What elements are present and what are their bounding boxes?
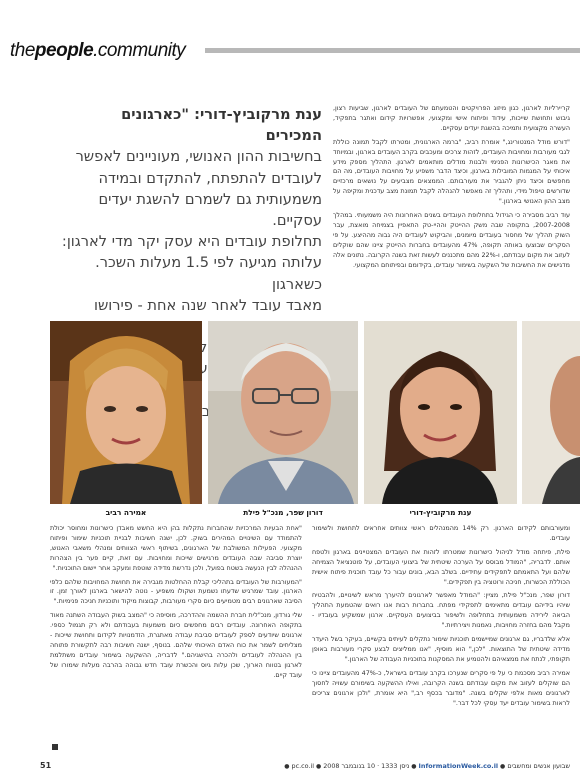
pull-quote-line: עלותה מגיעה לפי 1.5 מעלות השכר. כשארגון (95, 254, 322, 293)
right-column-bottom (312, 524, 570, 752)
paragraph: ומעורבותם לקידום הארגון. רק 14% מהמנהלים ראשי צוותים אחראים לתחושת ולשימור עובדים. (312, 524, 570, 542)
paragraph: אלא שלדבריו, גם ארגונים שמיישמים תוכניות שימור נתקלים לעיתים בקשיים, בעיקר בשל היעדר מדידה שיטתית של התוצאות. "לכן," הוא מוסיף, "אנו ממליצים לבצע סקרי מעורבות באופן תקופתי, לנתח את ממצאיהם ולהטמיע את המסקנות בתוכניות העבודה של הארגון." (312, 635, 570, 663)
brand-the: the (10, 40, 35, 61)
pull-quote (60, 104, 322, 357)
photo-anat-markovich-dori (364, 321, 517, 504)
pull-quote-lead: ענת מרקוביץ-דורי: "כארגונים המכירים (121, 106, 322, 145)
footer-site-pc[interactable]: pc.co.il (291, 762, 315, 770)
end-of-article-mark (52, 744, 58, 750)
left-column-bottom (50, 524, 302, 752)
header-rule (205, 48, 580, 53)
paragraph: שלי גורדון, מנכ"לית חברת ההשמה וההדרכה, מוסיפה כי "המצב בשוק העבודה השתנה מאוד בתקופה האחרונה. עובדים רבים מחפשים כיום משמעות בעבודתם ולא רק תגמול כספי. ארגונים שיודעים לספק לעובדים סביבת עבודה מאתגרת, הזדמנויות לקידום ותחושת שייכות - מצליחים לשמר את כוח האדם האיכותי שלהם. בנוסף, ישנה חשיבות רבה לתקשורת פתוחה בין ההנהלה לעובדים ולהכרה בהישגיהם." לדבריה, ההשקעה בשימור עובדים משתלמת לארגון בטווח הארוך, שכן עלות גיוס והכשרת עובד חדש גבוהה בהרבה מעלות שימורו של עובד קיים. (50, 611, 302, 679)
pull-quote-line: תחלופת עובדים היא עסק יקר מדי לארגון: (61, 233, 322, 251)
photo-doron-shefer (208, 321, 358, 504)
pull-quote-line: לעובדים להתפתח, להתקדם ובמידה (98, 169, 322, 187)
pull-quote-line: בחשיבות ההון האנושי, מעוניינים לאפשר (75, 148, 322, 166)
footer-date: ניסן 1333 · 10 בנובמבר 2008 (323, 762, 410, 770)
brand-people: people (34, 40, 94, 61)
paragraph: "דורש מודל המנטורינג," אומרת רביב, "ברמה הארגונית, ומטרתו לקבל תמונה כוללת לגבי מעורבות ומחויבות העובדים, לזהות צרכים ומעכבים בקרב העובדים בארגון, ובמיוחד את מאגר הכישרונות הפנימי ולבנות מודלים מותאמים לארגון. התהליך מספק מידע איכותי על המגמות המובילות בארגון, וכיצד הדבר משפיע על מחויבות העובדים, מה הם מחפשים וכיצד ניתן להגביר את מעורבותם. הממצאים מצביעים על נושאים מרכזיים שדורשים טיפול מידי, ותהליך זה מאפשר להנהלה לקבל תמונת מצב עדכנית ומקיפה על מצב ההון האנושי בארגון." (333, 137, 570, 206)
paragraph: אמירה רביב מסכמת כי על פי סקרים שנערכו בקרב עובדים בישראל, כ-47% מהעובדים ציינו כי הם שוקלים לעזוב את מקום עבודתם בשנה הקרובה, ואילו ההשקעה בשימורם עשויה לחסוך לארגונים מאות אלפי שקלים בשנה. "מדובר בכסף רב," היא אומרת, "ולכן ארגונים צריכים לראות בשימור עובדים יעד עסקי לכל דבר." (312, 668, 570, 707)
footer-separator: ● (284, 763, 290, 770)
caption-amira-raviv: אמירה רביב (105, 508, 147, 517)
photo-partial-edge (522, 321, 580, 504)
pull-quote-line: משמעותית גם לשמרם להשגת יעדים עסקיים. (98, 190, 322, 230)
pull-quote-line: מאבד עובד לאחר שנה אחת - פירושו (93, 296, 322, 314)
footer-site-informationweek[interactable]: InformationWeek.co.il (418, 762, 499, 770)
caption-anat-markovich-dori: ענת מרקוביץ-דורי (409, 508, 472, 517)
paragraph: עוד רביב מסבירה כי הגידול בתחלופת העובדים בשנים האחרונות היה משמעותי. במהלך 2007-2008, בתקופה שבה משק ההייטק וההיי-טק התאפיין בצמיחה מואצת, עבר השוק תהליך של מחסור בעובדים מיומנים, והביקוש לעובדים היה גבוה מההיצע. על פי הסקרים שבוצעו באותה תקופה, 47% מהעובדים בחברות ההייטק ציינו שהם שוקלים לעזוב את מקום עבודתם, ו-22% מהם מתכננים לעשות זאת בשנה הקרובה. נתונים אלה מדגישים את החשיבות של השקעה בשימור עובדים, בקידומם ובפיתוחם המקצועי. (333, 211, 570, 269)
paragraph: "המעורבות של העובדים בתהליכי קבלת ההחלטות מגבירה את תחושת המחויבות שלהם כלפי הארגון. עובד שמרגיש שדעתו נשמעת ושקולו משפיע - נוטה להישאר בארגון לאורך זמן. זו הסיבה שארגונים רבים מטמיעים כיום סקרי מעורבות, קבוצות מיקוד ותוכניות חניכה פנימיות." (50, 577, 302, 606)
paragraph: קריירליות לארגון, כגון מיזוג הפרויקטים והטמעתם של העובדים לארגון, שביעות רצון, גיבוש ותחושת שייכות, עידוד ופיתוח אישי ומקצועי, אפשרויות קידום ואתגר בתפקיד, העשרה מקצועית ותמיכה בהשגת יעדים עסקיים. (333, 104, 570, 132)
page-number: 51 (40, 761, 52, 770)
footer-magazine: שבועון אנשים ומחשבים (507, 762, 570, 770)
paragraph: פילת, פיתחה מודל לניהול כישרונות שמטרתו לזהות את העובדים המצטיינים בארגון ולטפח אותם. לדבריה, "המודל מבוסס על הערכה שיטתית של ביצועי העובדים, על פוטנציאל הצמיחה שלהם ועל התאמתם לתפקידים עתידיים. בשלב הבא, בונים עבור כל עובד תוכנית פיתוח אישית הכוללת הכשרות, חניכה ורוטציה בין תפקידים." (312, 547, 570, 586)
footer-running-line (284, 760, 570, 773)
brand-logo (10, 40, 185, 62)
footer-separator: ● (314, 763, 322, 770)
paragraph: דורון שפר, מנכ"ל פילת, מציין: "המודל מאפשר לארגונים להיערך מראש לשינויים, ולהבטיח שיהיו בידיהם עובדים מתאימים לתפקידי מפתח. בחברות רבות אנו רואים שהטמעת התהליך הביאה לירידה משמעותית בתחלופה ולשיפור בביצועים העסקיים. ארגון שמשקיע בעובדיו - מקבל מהם בחזרה מחויבות, נאמנות ויצירתיות." (312, 591, 570, 630)
pull-quote-line: אלף (189, 339, 218, 357)
footer-separator: ● (498, 763, 506, 770)
caption-doron-shefer: דורון שפר, מנכ"ל פילת (243, 508, 323, 517)
page-footer (40, 760, 570, 772)
right-column-top (333, 104, 570, 316)
section-header (10, 40, 580, 66)
footer-separator: ● (409, 763, 417, 770)
paragraph: "אחת הבעיות המרכזיות שהחברות נתקלות בהן היא החשש מאבדן כישרונות ומחוסר יכולת להתמודד עם השינויים המהירים בשוק. לכן, ישנה חשיבות לבניית תוכניות שימור ופיתוח מקצועי. הפעילות המשולבת של הארגונים, בשיתוף ראשי הצוותים ומנהלי משאבי האנוש, יוצרת סביבה שבה העובדים מרגישים שייכות ומחויבות. עם זאת, קיים פער בין הצהרות ההנהלה לבין הנעשה בשטח בפועל, ולכן נדרשת מדידה שוטפת ומעקב אחר יישום התוכניות." (50, 524, 302, 572)
brand-community: .community (93, 40, 186, 61)
photo-amira-raviv (50, 321, 202, 504)
